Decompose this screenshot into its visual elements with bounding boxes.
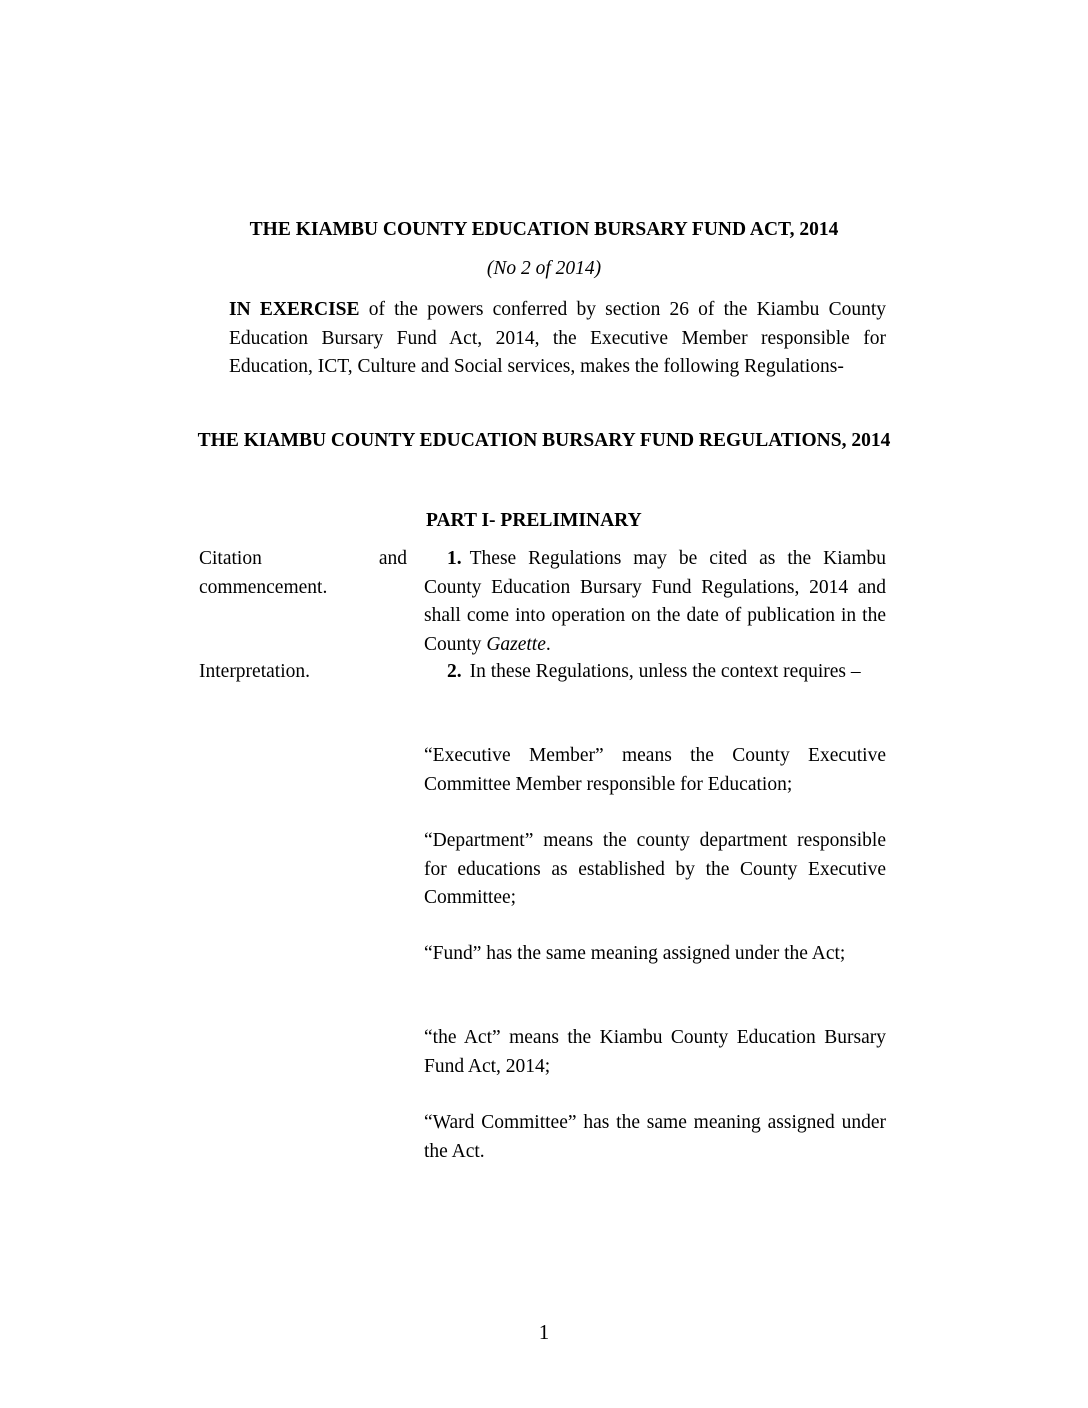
definition-fund: “Fund” has the same meaning assigned under the Act; — [424, 943, 846, 964]
margin-note-citation — [199, 545, 407, 602]
margin-note-word: and — [378, 548, 407, 569]
section-2 — [424, 658, 886, 687]
definition-ward-committee: “Ward Committee” has the same meaning assigned under the Act. — [424, 1112, 886, 1162]
act-title: THE KIAMBU COUNTY EDUCATION BURSARY FUND ACT, 2014 — [249, 219, 839, 240]
preamble — [229, 296, 886, 382]
margin-note-word: Citation — [199, 548, 262, 569]
section-text: In these Regulations, unless the context requires – — [469, 661, 861, 682]
definition-department: “Department” means the county department responsible for educations as established by the County Executive Committee; — [424, 830, 886, 908]
section-text-end: . — [545, 633, 551, 655]
preamble-lead: IN EXERCISE — [229, 299, 360, 320]
page-number: 1 — [538, 1320, 550, 1344]
margin-note-line: commencement. — [199, 576, 328, 598]
definition-executive-member: “Executive Member” means the County Executive Committee Member responsible for Education; — [424, 745, 886, 795]
section-number: 1. — [447, 548, 462, 569]
act-number: (No 2 of 2014) — [486, 258, 602, 279]
definition-the-act: “the Act” means the Kiambu County Education Bursary Fund Act, 2014; — [424, 1027, 886, 1077]
preamble-text: of the powers conferred by section 26 of the Kiambu County Education Bursary Fund Act, 2014, the Executive Member responsible for Education, ICT, Culture and Social services, makes the following Regulations- — [229, 299, 886, 377]
section-text: These Regulations may be cited as the Kiambu County Education Bursary Fund Regulations, 2014 and shall come into operation on the date of publication in the County — [424, 548, 886, 655]
part-title: PART I- PRELIMINARY — [426, 510, 642, 531]
section-1 — [424, 545, 886, 659]
margin-note-interpretation: Interpretation. — [199, 661, 310, 682]
regulations-title: THE KIAMBU COUNTY EDUCATION BURSARY FUND REGULATIONS, 2014 — [197, 430, 891, 451]
section-number: 2. — [447, 661, 462, 682]
section-text-italic: Gazette — [486, 633, 546, 655]
